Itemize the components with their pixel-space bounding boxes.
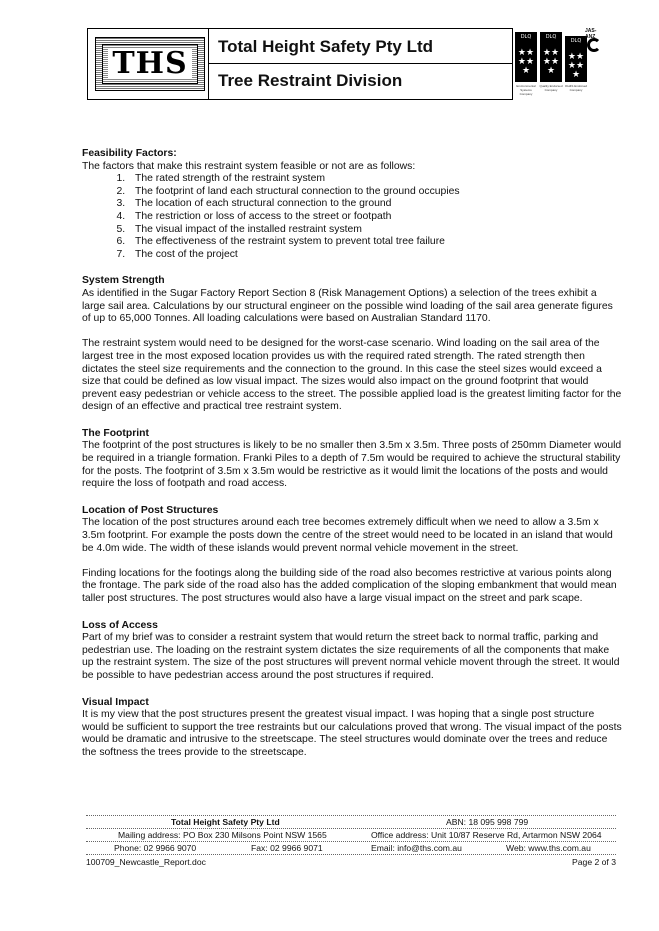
section-heading: System Strength (82, 275, 165, 287)
header-divider (208, 29, 209, 99)
footer-fax: Fax: 02 9966 9071 (251, 843, 323, 853)
ths-logo (95, 37, 205, 91)
badge-caption: OH&S Endorsed Company (564, 84, 588, 92)
section-heading: Loss of Access (82, 619, 158, 631)
paragraph: As identified in the Sugar Factory Report Section 8 (Risk Management Options) a selection of the trees exhibit a large sail area. Calculations by our structural engineer on the possible wind loading of the sail area generate figures of up to 65,000 Tonnes. All loading calculations were based on Australian Standard 1170. (82, 287, 613, 325)
section-intro: The factors that make this restraint system feasible or not are as follows: (82, 160, 416, 172)
dlq-badge-icon: DLQ ★★ ★★ ★ (565, 36, 587, 82)
section-heading: Feasibility Factors: (82, 148, 177, 159)
footer-row (86, 841, 616, 855)
logo-text: THS (108, 49, 191, 79)
dlq-badge-icon: DLQ ★★ ★★ ★ (515, 32, 537, 82)
section-post-locations (82, 505, 622, 606)
section-heading: The Footprint (82, 427, 149, 439)
report-body (82, 148, 622, 774)
section-feasibility (82, 148, 622, 261)
company-name: Total Height Safety Pty Ltd (218, 37, 434, 56)
list-item: 1. The rated strength of the restraint system (128, 173, 622, 186)
page-number: Page 2 of 3 (572, 857, 616, 867)
dlq-badge-icon: DLQ ★★ ★★ ★ (540, 32, 562, 82)
list-item: 4. The restriction or loss of access to the street or footpath (128, 211, 622, 224)
feasibility-list (82, 173, 622, 261)
jas-anz-label: JAS-ANZ (585, 28, 597, 40)
section-heading: Location of Post Structures (82, 504, 219, 516)
section-visual-impact (82, 697, 622, 760)
section-footprint (82, 428, 622, 491)
paragraph: Finding locations for the footings along the building side of the road also becomes restrictive at various points along the frontage. The park side of the road also has the added complication of the sloping embankment that would mean taller post structures. The post structures would also have a large visual impact on the street and park scape. (82, 567, 617, 604)
document-filename: 100709_Newcastle_Report.doc (86, 857, 206, 867)
section-loss-of-access (82, 620, 622, 683)
certification-badges (515, 28, 595, 98)
footer-company: Total Height Safety Pty Ltd (171, 817, 280, 827)
footer-row (86, 815, 616, 828)
list-item: 7. The cost of the project (128, 249, 622, 262)
footer-abn: ABN: 18 095 998 799 (446, 817, 529, 827)
paragraph: The restraint system would need to be designed for the worst-case scenario. Wind loading on the sail area of the largest tree in the most exposed location provides us with the required rated strength. The rated strength then dictates the steel size requirements and the connection to the ground. In this case the steel sizes would exceed a size that could be defined as low visual impact. The sizes would also impact on the ground footprint that would prevent easy pedestrian or vehicle access to the street. The possible applied load is the greatest limiting factor for the design of an effective and practical tree restraint system. (82, 338, 622, 413)
page-footer (86, 815, 616, 855)
footer-phone: Phone: 02 9966 9070 (114, 843, 197, 853)
division-name: Tree Restraint Division (218, 71, 403, 90)
list-item: 2. The footprint of land each structural connection to the ground occupies (128, 186, 622, 199)
paragraph: The location of the post structures around each tree becomes extremely difficult when we need to allow a 3.5m x 3.5m footprint. For example the posts down the centre of the street would need to be located in an island that would be 4.0m wide. The width of these islands would prevent normal vehicle movement in the street. (82, 517, 613, 554)
list-item: 3. The location of each structural connection to the ground (128, 198, 622, 211)
badge-caption: Quality Endorsed Company (539, 84, 563, 92)
paragraph: It is my view that the post structures present the greatest visual impact. I was hoping that a single post structure would be sufficient to support the tree restraints but our calculations proved that wrong. The visual impact of the posts would be dramatic and intrusive to the streetscape. The steel structures would dominate over the trees and reduce the softness the trees provide to the streetscape. (82, 709, 622, 758)
jas-anz-logo-icon (587, 38, 601, 52)
paragraph: Part of my brief was to consider a restraint system that would return the street back to normal traffic, parking and pedestrian use. The loading on the restraint system dictates the size requirements of all the components that make up the restraint system. The size of the post structures will prevent normal vehicle movent through the street. It would be possible to have pedestrian access around the post structures if required. (82, 632, 620, 681)
footer-row (86, 828, 616, 841)
footer-mailing: Mailing address: PO Box 230 Milsons Point NSW 1565 (118, 830, 327, 840)
list-item: 6. The effectiveness of the restraint system to prevent total tree failure (128, 236, 622, 249)
footer-office: Office address: Unit 10/87 Reserve Rd, Artarmon NSW 2064 (371, 830, 602, 840)
section-heading: Visual Impact (82, 696, 149, 708)
letterhead (87, 28, 513, 100)
paragraph: The footprint of the post structures is likely to be no smaller then 3.5m x 3.5m. Three posts of 250mm Diameter would be required in a triangle formation. Franki Piles to a depth of 7.5m would be required to achieve the structural stability for the posts. The footprint of 3.5m x 3.5m would be restrictive as it would limit the locations of the posts and would require the loss of footpath and road access. (82, 440, 622, 490)
badge-caption: Environmental Systems Company (516, 84, 536, 96)
section-system-strength (82, 275, 622, 414)
footer-email: Email: info@ths.com.au (371, 843, 462, 853)
header-divider (209, 63, 512, 64)
footer-web: Web: www.ths.com.au (506, 843, 591, 853)
list-item: 5. The visual impact of the installed restraint system (128, 224, 622, 237)
